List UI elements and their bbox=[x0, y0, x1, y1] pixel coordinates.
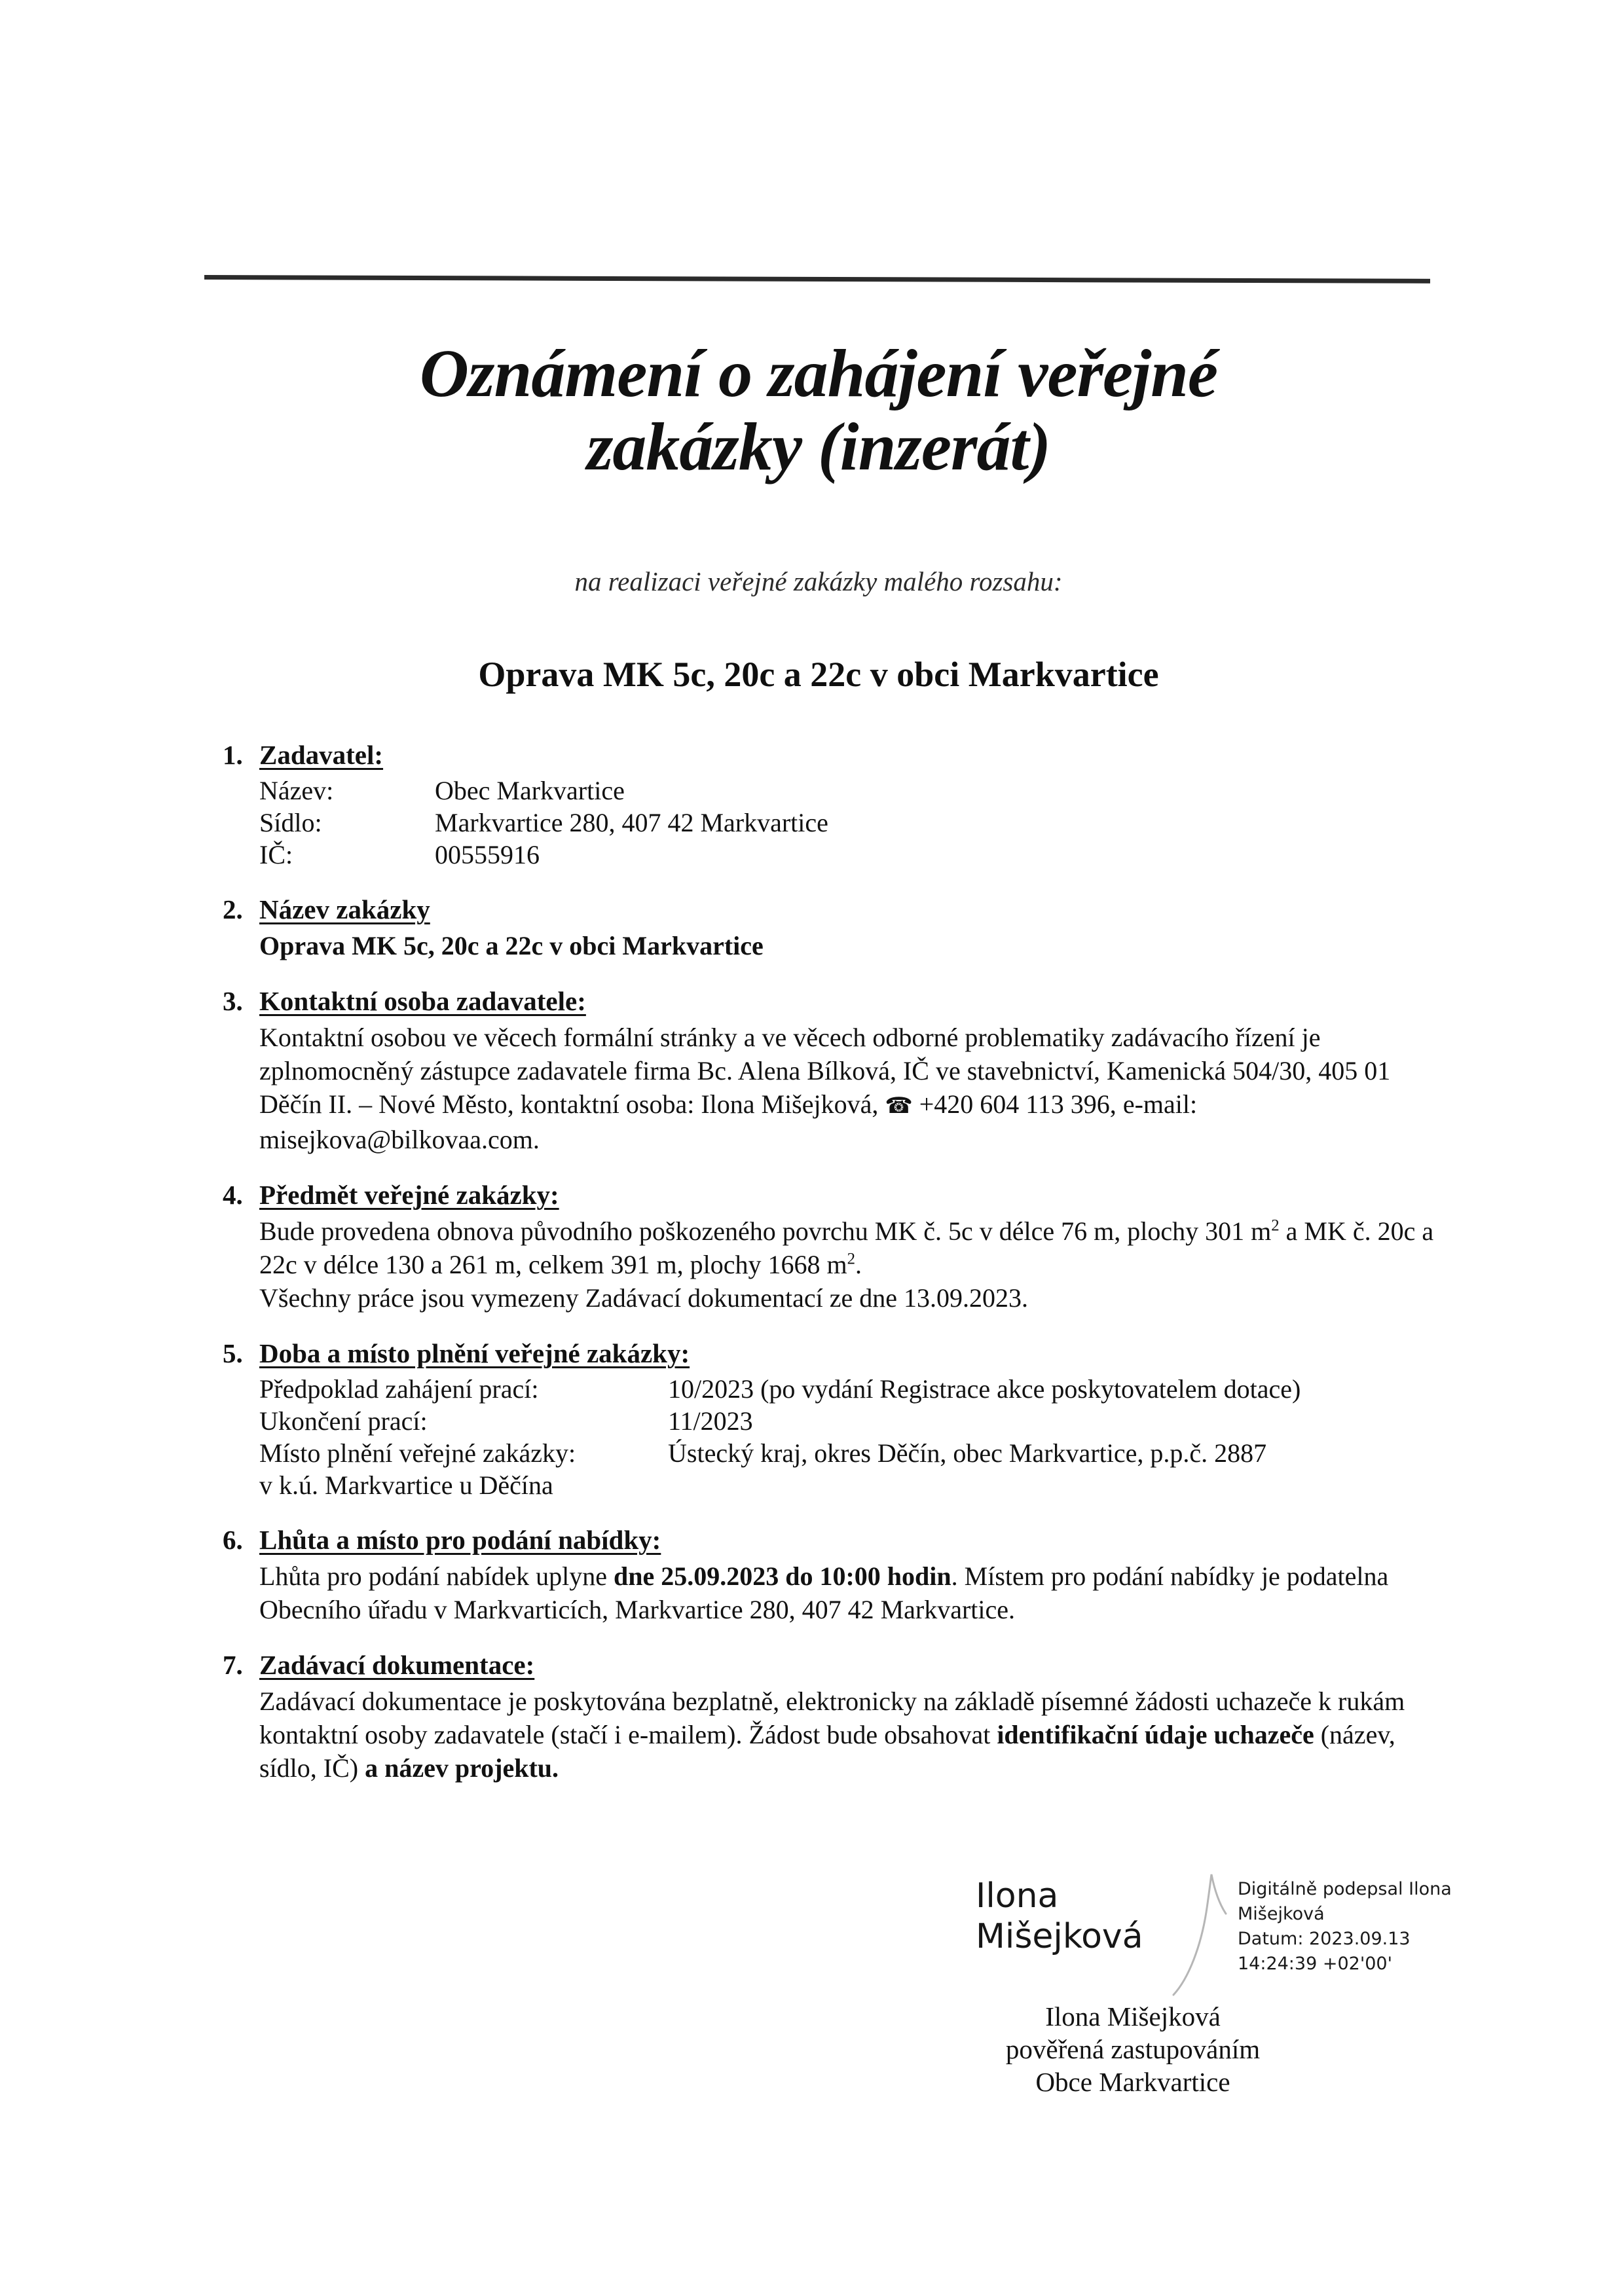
section-heading: Kontaktní osoba zadavatele: bbox=[259, 986, 586, 1016]
closing-name: Ilona Mišejková bbox=[1045, 2001, 1221, 2032]
section-body bbox=[259, 1021, 1447, 1156]
field-value: 00555916 bbox=[435, 840, 540, 869]
document-title-line-1: Oznámení o zahájení veřejné bbox=[419, 336, 1218, 411]
deadline-text-b: . Místem pro podání nabídky je podatelna Obecního úřadu v Markvarticích, Markvartice 280, 407 42 Markvartice. bbox=[259, 1561, 1389, 1624]
section-number: 1. bbox=[223, 740, 243, 770]
contract-name-value: Oprava MK 5c, 20c a 22c v obci Markvartice bbox=[259, 931, 764, 960]
field-value: Ústecký kraj, okres Děčín, obec Markvartice, p.p.č. 2887 bbox=[668, 1438, 1267, 1468]
field-value: Obec Markvartice bbox=[435, 776, 625, 805]
section-kontaktni-osoba bbox=[223, 985, 1447, 1156]
section-heading: Zadávací dokumentace: bbox=[259, 1650, 535, 1680]
signature-name bbox=[976, 1876, 1172, 1957]
section-heading-row bbox=[223, 1337, 1447, 1370]
section-heading-row bbox=[223, 1649, 1447, 1682]
field-value-continuation: v k.ú. Markvartice u Děčína bbox=[259, 1470, 553, 1500]
field-label: Název: bbox=[259, 776, 334, 805]
documentation-paragraph bbox=[259, 1685, 1447, 1785]
documentation-bold-1: identifikační údaje uchazeče bbox=[997, 1720, 1314, 1749]
document-subtitle: na realizaci veřejné zakázky malého rozsahu: bbox=[574, 566, 1063, 596]
closing-organization: Obce Markvartice bbox=[1035, 2067, 1230, 2097]
deadline-text-a: Lhůta pro podání nabídek uplyne bbox=[259, 1561, 614, 1591]
section-heading-row bbox=[223, 738, 1447, 772]
section-heading-row bbox=[223, 893, 1447, 926]
section-number: 7. bbox=[223, 1650, 243, 1680]
signature-meta-line-2: Mišejková bbox=[1238, 1904, 1325, 1924]
field-label: Místo plnění veřejné zakázky: bbox=[259, 1438, 576, 1468]
field-value: Markvartice 280, 407 42 Markvartice bbox=[435, 808, 828, 837]
section-heading: Název zakázky bbox=[259, 894, 430, 924]
field-row-sidlo bbox=[259, 807, 1447, 839]
signature-closing-block bbox=[819, 2000, 1447, 2098]
section-lhuta bbox=[223, 1523, 1447, 1626]
contact-phone: +420 604 113 396, bbox=[919, 1089, 1116, 1119]
signature-meta-line-3: Datum: 2023.09.13 bbox=[1238, 1929, 1411, 1949]
section-heading-row bbox=[223, 1523, 1447, 1557]
field-value: 10/2023 (po vydání Registrace akce poskytovatelem dotace) bbox=[668, 1374, 1301, 1404]
section-number: 5. bbox=[223, 1338, 243, 1368]
section-body bbox=[259, 1373, 1447, 1501]
scope-text-b: a MK č. 20c a 22c v délce 130 a 261 m, celkem 391 m, plochy 1668 m bbox=[259, 1216, 1434, 1279]
section-nazev-zakazky bbox=[223, 893, 1447, 962]
signature-name-line-2: Mišejková bbox=[976, 1917, 1143, 1956]
signature-meta-line-1: Digitálně podepsal Ilona bbox=[1238, 1879, 1452, 1899]
field-row-nazev bbox=[259, 774, 1447, 807]
field-row-end bbox=[259, 1405, 1447, 1437]
section-heading: Lhůta a místo pro podání nabídky: bbox=[259, 1525, 661, 1555]
field-label: IČ: bbox=[259, 840, 293, 869]
contact-text: Kontaktní osobou ve věcech formální stránky a ve věcech odborné problematiky zadávacího řízení je zplnomocněný zástupce zadavatele firma Bc. Alena Bílková, IČ ve stavebnictví, Kamenická 504/30, 405 01 Děčín II. – Nové Město, kontaktní osoba: Ilona Mišejková, bbox=[259, 1023, 1391, 1119]
section-number: 2. bbox=[223, 894, 243, 924]
deadline-datetime: dne 25.09.2023 do 10:00 hodin bbox=[613, 1561, 951, 1591]
section-body bbox=[259, 774, 1447, 871]
contact-paragraph bbox=[259, 1021, 1447, 1156]
section-number: 4. bbox=[223, 1180, 243, 1210]
section-body bbox=[259, 1559, 1447, 1626]
deadline-paragraph bbox=[259, 1559, 1447, 1626]
scope-text-c: . bbox=[855, 1250, 862, 1279]
field-row-location bbox=[259, 1437, 1447, 1469]
document-body bbox=[223, 738, 1447, 1807]
square-meter-superscript: 2 bbox=[1271, 1216, 1280, 1235]
section-body bbox=[259, 1214, 1447, 1315]
field-label: Sídlo: bbox=[259, 808, 322, 837]
section-zadavaci-dokumentace bbox=[223, 1649, 1447, 1785]
section-body bbox=[259, 1685, 1447, 1785]
signature-metadata bbox=[1238, 1877, 1480, 1977]
header-divider-rule bbox=[204, 275, 1430, 283]
closing-role: pověřená zastupováním bbox=[1005, 2034, 1261, 2064]
scope-documentation-note: Všechny práce jsou vymezeny Zadávací dokumentací ze dne 13.09.2023. bbox=[259, 1283, 1029, 1313]
field-row-start bbox=[259, 1373, 1447, 1405]
digital-signature-stamp bbox=[976, 1869, 1473, 2020]
scope-paragraph bbox=[259, 1214, 1447, 1281]
section-zadavatel bbox=[223, 738, 1447, 871]
telephone-icon: ☎ bbox=[885, 1093, 913, 1119]
contact-email-label: e-mail: bbox=[1122, 1089, 1198, 1119]
field-label: Předpoklad zahájení prací: bbox=[259, 1374, 539, 1404]
section-number: 3. bbox=[223, 986, 243, 1016]
document-title-line-2: zakázky (inzerát) bbox=[586, 409, 1051, 484]
section-heading-row bbox=[223, 985, 1447, 1018]
documentation-bold-2: a název projektu. bbox=[358, 1753, 559, 1783]
field-label: Ukončení prací: bbox=[259, 1406, 428, 1436]
signature-meta-line-4: 14:24:39 +02'00' bbox=[1238, 1954, 1393, 1974]
contact-email: misejkova@bilkovaa.com. bbox=[259, 1125, 540, 1154]
field-value: 11/2023 bbox=[668, 1406, 753, 1436]
project-title: Oprava MK 5c, 20c a 22c v obci Markvartice bbox=[478, 655, 1159, 694]
square-meter-superscript: 2 bbox=[847, 1250, 855, 1268]
section-heading: Zadavatel: bbox=[259, 740, 384, 770]
section-number: 6. bbox=[223, 1525, 243, 1555]
section-heading: Doba a místo plnění veřejné zakázky: bbox=[259, 1338, 690, 1368]
section-predmet bbox=[223, 1178, 1447, 1315]
signature-name-line-1: Ilona bbox=[976, 1876, 1059, 1916]
field-row-ic bbox=[259, 839, 1447, 871]
scope-text-a: Bude provedena obnova původního poškozeného povrchu MK č. 5c v délce 76 m, plochy 301 m bbox=[259, 1216, 1272, 1246]
section-body bbox=[259, 929, 1447, 962]
signature-stroke-icon bbox=[1170, 1867, 1242, 1997]
section-heading: Předmět veřejné zakázky: bbox=[259, 1180, 559, 1210]
documentation-text-mid: (název, sídlo, IČ) bbox=[259, 1720, 1395, 1783]
document-title bbox=[216, 337, 1421, 484]
section-heading-row bbox=[223, 1178, 1447, 1212]
documentation-text-a: Zadávací dokumentace je poskytována bezplatně, elektronicky na základě písemné žádosti uchazeče k rukám kontaktní osoby zadavatele (stačí i e-mailem). Žádost bude obsahovat bbox=[259, 1686, 1405, 1749]
section-doba-misto bbox=[223, 1337, 1447, 1501]
